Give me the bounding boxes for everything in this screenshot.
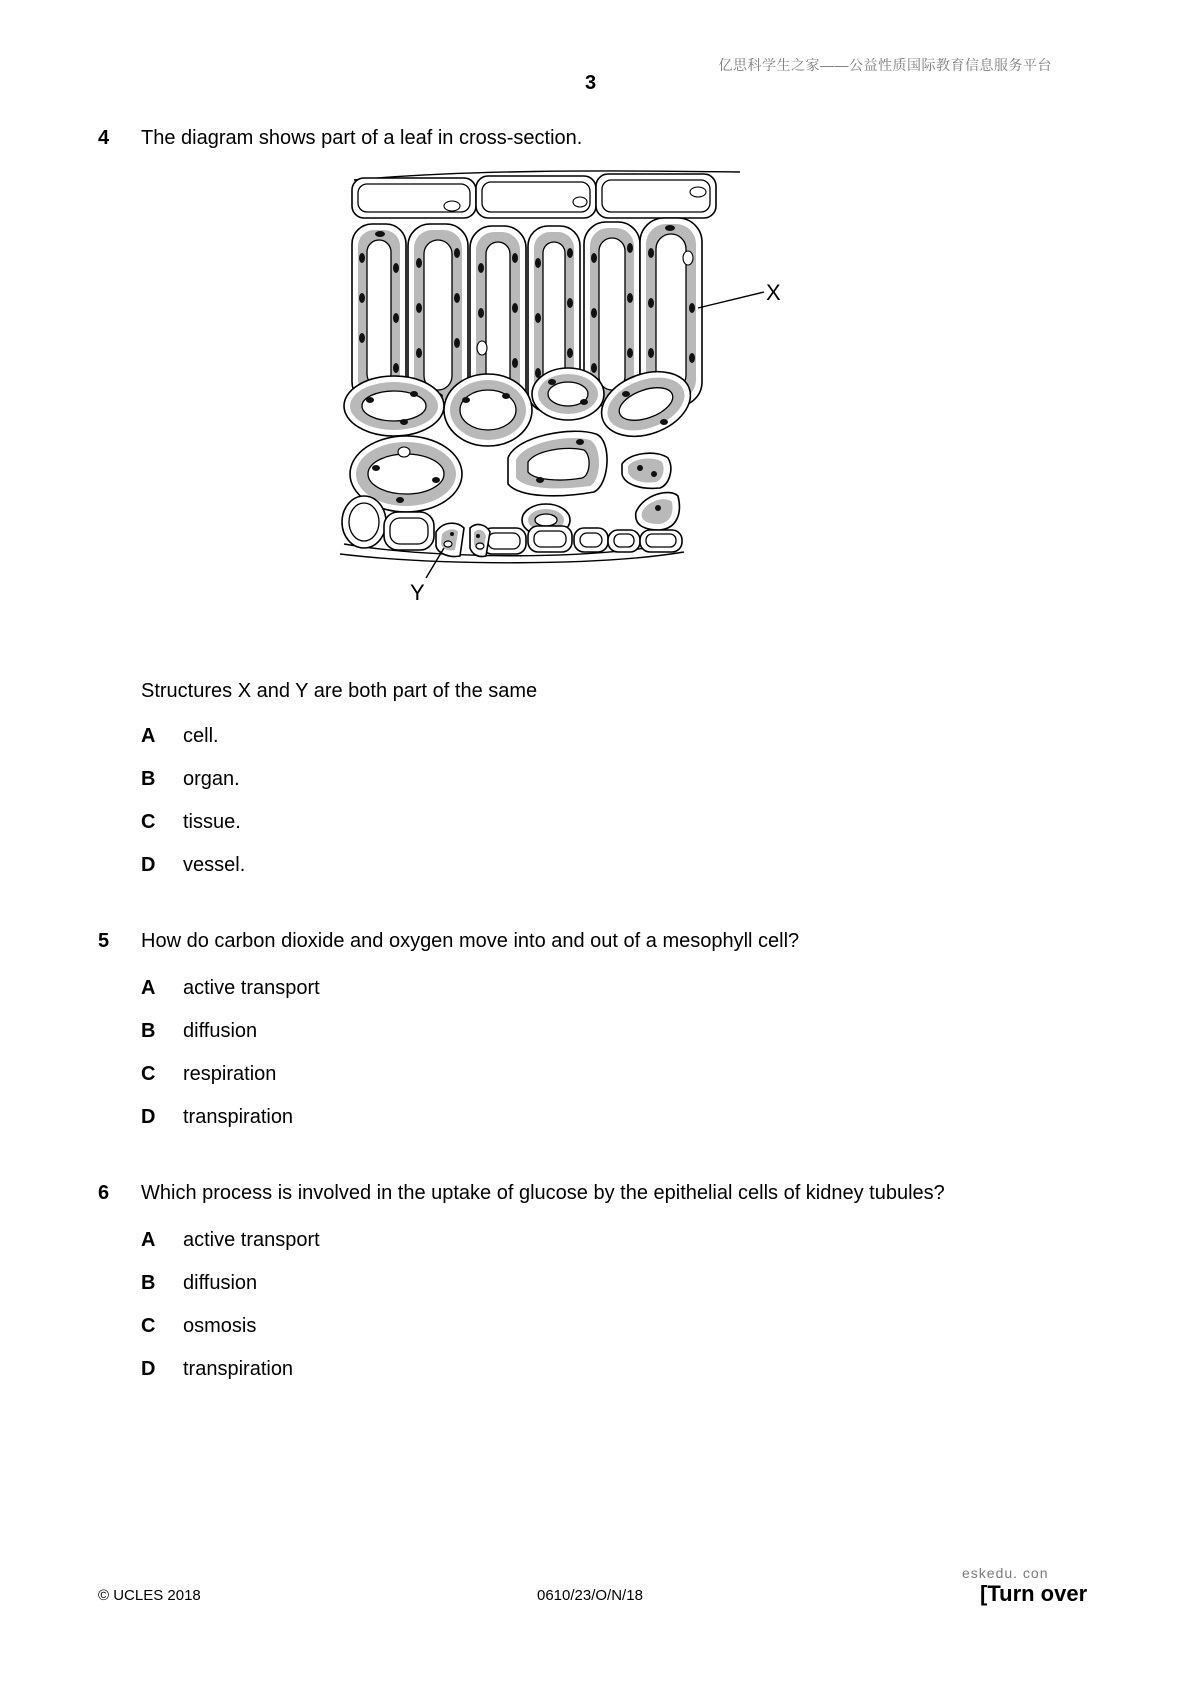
q4-option-b: organ. xyxy=(183,768,240,790)
pointer-y xyxy=(426,548,444,578)
label-x: X xyxy=(766,280,781,305)
q6-option-a: active transport xyxy=(183,1229,320,1251)
q6-option-d-letter: D xyxy=(141,1358,156,1380)
q6-option-d: transpiration xyxy=(183,1358,294,1380)
q5-option-c: respiration xyxy=(183,1063,277,1085)
spongy-mesophyll xyxy=(344,360,699,536)
question-5-number: 5 xyxy=(98,930,110,952)
q4-option-a-letter: A xyxy=(141,725,156,747)
q6-option-b-letter: B xyxy=(141,1272,156,1294)
question-4-text: The diagram shows part of a leaf in cross-section. xyxy=(141,127,583,149)
q5-option-b-letter: B xyxy=(141,1020,156,1042)
footer-copyright: © UCLES 2018 xyxy=(98,1587,201,1604)
q4-option-a: cell. xyxy=(183,725,219,747)
q5-option-a: active transport xyxy=(183,977,320,999)
question-6-number: 6 xyxy=(98,1182,110,1204)
q4-option-c: tissue. xyxy=(183,811,241,833)
question-4-stem: Structures X and Y are both part of the same xyxy=(141,680,538,702)
footer-watermark: eskedu. con xyxy=(962,1565,1049,1581)
question-5-text: How do carbon dioxide and oxygen move into and out of a mesophyll cell? xyxy=(141,930,800,952)
q5-option-b: diffusion xyxy=(183,1020,258,1042)
q4-option-d: vessel. xyxy=(183,854,246,876)
label-y: Y xyxy=(410,580,425,605)
q4-option-c-letter: C xyxy=(141,811,156,833)
q5-option-d: transpiration xyxy=(183,1106,294,1128)
q6-option-a-letter: A xyxy=(141,1229,156,1251)
q4-option-d-letter: D xyxy=(141,854,156,876)
q5-option-c-letter: C xyxy=(141,1063,156,1085)
footer-paper-code: 0610/23/O/N/18 xyxy=(537,1587,643,1604)
upper-epidermis xyxy=(352,174,716,218)
q6-option-b: diffusion xyxy=(183,1272,258,1294)
q6-option-c-letter: C xyxy=(141,1315,156,1337)
q5-option-d-letter: D xyxy=(141,1106,156,1128)
q5-option-a-letter: A xyxy=(141,977,156,999)
q6-option-c: osmosis xyxy=(183,1315,257,1337)
q4-option-b-letter: B xyxy=(141,768,156,790)
question-6-text: Which process is involved in the uptake of glucose by the epithelial cells of kidney tubules? xyxy=(141,1182,945,1204)
guard-cells xyxy=(436,523,490,556)
header-watermark: 亿思科学生之家——公益性质国际教育信息服务平台 xyxy=(718,57,1052,73)
pointer-x xyxy=(698,292,764,308)
question-4-number: 4 xyxy=(98,127,110,149)
turn-over-label: [Turn over xyxy=(980,1581,1088,1606)
leaf-cross-section-diagram xyxy=(340,168,860,648)
page-number: 3 xyxy=(585,72,597,94)
